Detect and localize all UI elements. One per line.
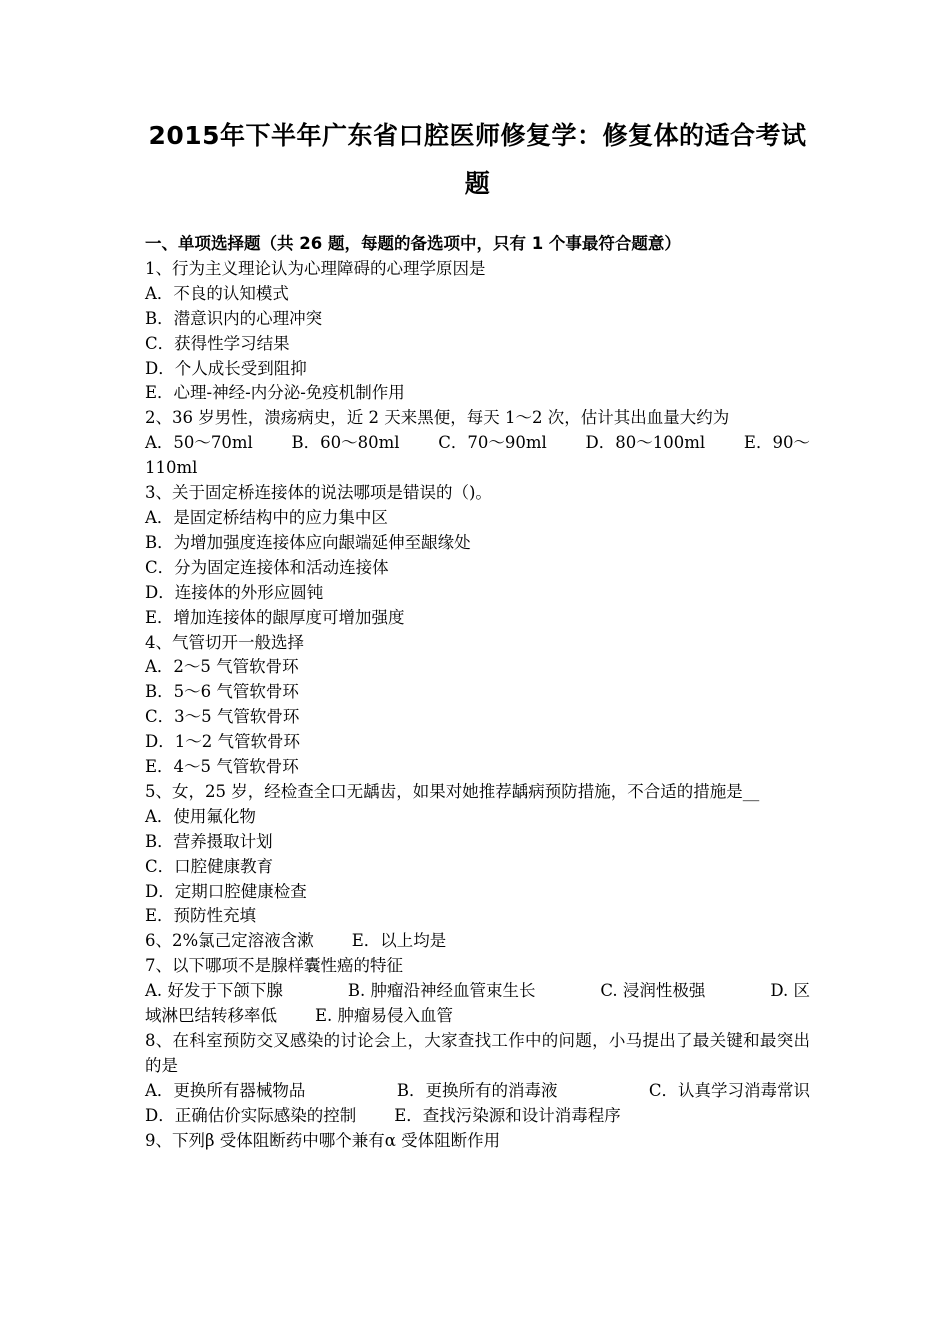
option-c: C．分为固定连接体和活动连接体 xyxy=(145,557,389,577)
question-stem: 3、关于固定桥连接体的说法哪项是错误的（)。 xyxy=(145,483,492,503)
question-6 xyxy=(145,929,810,954)
section-heading: 一、单项选择题（共 26 题，每题的备选项中，只有 1 个事最符合题意） xyxy=(145,234,681,253)
question-stem: 6、2%氯己定溶液含漱 xyxy=(145,931,314,951)
option-b: B．营养摄取计划 xyxy=(145,831,273,851)
option-e: E．查找污染源和设计消毒程序 xyxy=(394,1105,621,1125)
option-e: E．增加连接体的龈厚度可增加强度 xyxy=(145,607,405,627)
question-stem: 5、女，25 岁，经检查全口无龋齿，如果对她推荐龋病预防措施，不合适的措施是__ xyxy=(145,781,760,801)
option-c: C．70～90ml xyxy=(438,433,547,453)
question-9 xyxy=(145,1129,810,1154)
option-d: D．连接体的外形应圆钝 xyxy=(145,582,324,602)
option-e: E．预防性充填 xyxy=(145,906,257,926)
option-a: A．不良的认知模式 xyxy=(145,283,289,303)
option-e: E. 肿瘤易侵入血管 xyxy=(315,1006,454,1026)
title-line-1: 2015年下半年广东省口腔医师修复学：修复体的适合考试 xyxy=(148,121,807,150)
option-c: C. 浸润性极强 xyxy=(600,981,706,1001)
question-5 xyxy=(145,780,810,929)
question-stem: 7、以下哪项不是腺样囊性癌的特征 xyxy=(145,956,403,976)
options-row xyxy=(145,431,810,456)
question-stem: 8、在科室预防交叉感染的讨论会上，大家查找工作中的问题，小马提出了最关键和最突出的是 xyxy=(145,1031,810,1075)
option-a: A．更换所有器械物品 xyxy=(145,1080,306,1100)
option-c: C．口腔健康教育 xyxy=(145,856,274,876)
option-d: D．1～2 气管软骨环 xyxy=(145,732,300,752)
option-d-continued: 域淋巴结转移率低 xyxy=(145,1006,277,1026)
option-c: C．认真学习消毒常识 xyxy=(648,1080,810,1100)
option-e: E．心理-神经-内分泌-免疫机制作用 xyxy=(145,383,405,403)
question-8 xyxy=(145,1029,810,1129)
option-a: A．50～70ml xyxy=(145,433,253,453)
option-e: E．90～ xyxy=(743,433,810,453)
document-page xyxy=(145,112,810,1154)
option-b: B．潜意识内的心理冲突 xyxy=(145,308,323,328)
option-d: D．定期口腔健康检查 xyxy=(145,881,307,901)
option-e: E．4～5 气管软骨环 xyxy=(145,757,299,777)
option-b: B．更换所有的消毒液 xyxy=(396,1080,558,1100)
title-line-2: 题 xyxy=(464,169,491,198)
option-e-continued: 110ml xyxy=(145,458,198,478)
question-stem: 9、下列β 受体阻断药中哪个兼有α 受体阻断作用 xyxy=(145,1130,501,1150)
page-title xyxy=(145,112,810,208)
option-d: D．个人成长受到阻抑 xyxy=(145,358,307,378)
option-b: B．为增加强度连接体应向龈端延伸至龈缘处 xyxy=(145,532,471,552)
option-d: D．正确估价实际感染的控制 xyxy=(145,1105,357,1125)
option-a: A. 好发于下颌下腺 xyxy=(145,981,283,1001)
question-stem: 1、行为主义理论认为心理障碍的心理学原因是 xyxy=(145,258,486,278)
question-1 xyxy=(145,257,810,406)
option-e: E．以上均是 xyxy=(351,931,447,951)
option-a: A．使用氟化物 xyxy=(145,806,256,826)
option-d: D. 区 xyxy=(770,981,810,1001)
question-2 xyxy=(145,406,810,481)
question-line xyxy=(145,929,810,954)
question-stem: 4、气管切开一般选择 xyxy=(145,632,304,652)
option-b: B. 肿瘤沿神经血管束生长 xyxy=(347,981,536,1001)
options-row-1 xyxy=(145,1079,810,1104)
options-row-2 xyxy=(145,1004,810,1029)
option-b: B．60～80ml xyxy=(291,433,400,453)
options-row-1 xyxy=(145,979,810,1004)
question-4 xyxy=(145,631,810,780)
option-a: A．是固定桥结构中的应力集中区 xyxy=(145,507,388,527)
option-a: A．2～5 气管软骨环 xyxy=(145,657,299,677)
option-c: C．3～5 气管软骨环 xyxy=(145,707,300,727)
options-row-2 xyxy=(145,1104,810,1129)
question-stem: 2、36 岁男性，溃疡病史，近 2 天来黑便，每天 1～2 次，估计其出血量大约为 xyxy=(145,408,730,428)
option-c: C．获得性学习结果 xyxy=(145,333,290,353)
option-b: B．5～6 气管软骨环 xyxy=(145,682,299,702)
option-d: D．80～100ml xyxy=(585,433,706,453)
question-3 xyxy=(145,481,810,630)
question-7 xyxy=(145,954,810,1029)
